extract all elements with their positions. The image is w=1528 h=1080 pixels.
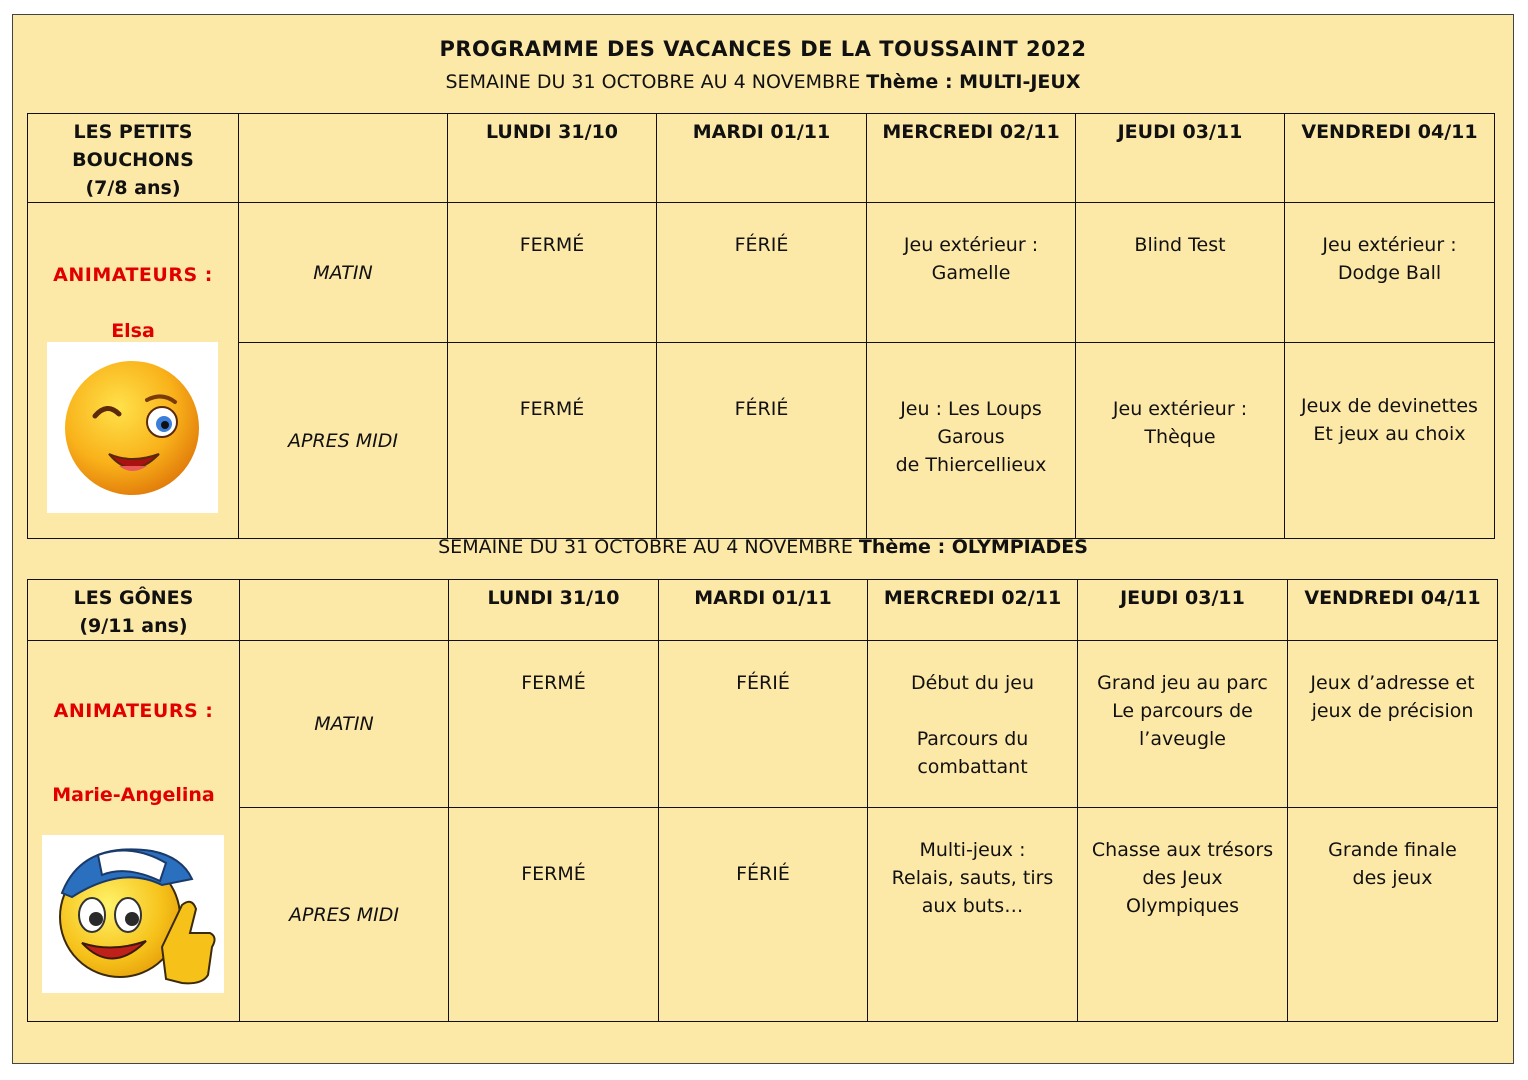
activity-cell: FERMÉ — [449, 808, 659, 1022]
activity-cell: FÉRIÉ — [659, 808, 868, 1022]
group-label-cell: LES PETITS BOUCHONS (7/8 ans) — [28, 114, 239, 203]
activity-cell: Grande finale des jeux — [1288, 808, 1498, 1022]
activity-cell: Jeu extérieur : Thèque — [1076, 343, 1285, 539]
day-header: VENDREDI 04/11 — [1288, 580, 1498, 641]
day-header: JEUDI 03/11 — [1078, 580, 1288, 641]
activity-cell: Jeu extérieur : Gamelle — [867, 203, 1076, 343]
activity-cell: Multi-jeux : Relais, sauts, tirs aux buts… — [868, 808, 1078, 1022]
activity-cell: Début du jeu Parcours du combattant — [868, 641, 1078, 808]
week-1-theme: Thème : MULTI-JEUX — [866, 71, 1081, 93]
activity-cell: Blind Test — [1076, 203, 1285, 343]
activity-cell: FERMÉ — [448, 203, 657, 343]
activity-cell: FÉRIÉ — [659, 641, 868, 808]
day-header: MARDI 01/11 — [657, 114, 867, 203]
activity-cell: FÉRIÉ — [657, 203, 867, 343]
activity-cell: Jeu : Les Loups Garous de Thiercellieux — [867, 343, 1076, 539]
week-1-subtitle — [13, 71, 1513, 93]
winking-smiley-icon — [47, 342, 218, 513]
slot-label: MATIN — [240, 641, 449, 808]
week-2-subtitle — [13, 536, 1513, 558]
group-label-cell: LES GÔNES (9/11 ans) — [28, 580, 240, 641]
empty-header-cell — [240, 580, 449, 641]
day-header: LUNDI 31/10 — [449, 580, 659, 641]
activity-cell: Grand jeu au parc Le parcours de l’aveugle — [1078, 641, 1288, 808]
day-header: LUNDI 31/10 — [448, 114, 657, 203]
activity-cell: Jeux d’adresse et jeux de précision — [1288, 641, 1498, 808]
activity-cell: FERMÉ — [449, 641, 659, 808]
program-page — [12, 14, 1514, 1064]
animateurs-label: ANIMATEURS : — [53, 264, 213, 286]
page-title: PROGRAMME DES VACANCES DE LA TOUSSAINT 2022 — [439, 37, 1087, 61]
day-header: MARDI 01/11 — [659, 580, 868, 641]
activity-cell: FÉRIÉ — [657, 343, 867, 539]
slot-label: MATIN — [239, 203, 448, 343]
week-1-table — [27, 113, 1495, 539]
activity-cell: FERMÉ — [448, 343, 657, 539]
animateurs-cell — [28, 641, 240, 1022]
animateur-name: Marie-Angelina — [52, 784, 215, 806]
slot-label: APRES MIDI — [240, 808, 449, 1022]
slot-label: APRES MIDI — [239, 343, 448, 539]
day-header: MERCREDI 02/11 — [867, 114, 1076, 203]
activity-cell: Chasse aux trésors des Jeux Olympiques — [1078, 808, 1288, 1022]
week-1-dates: SEMAINE DU 31 OCTOBRE AU 4 NOVEMBRE — [445, 71, 861, 93]
thumbs-up-cap-smiley-icon — [42, 835, 224, 993]
empty-header-cell — [239, 114, 448, 203]
activity-cell: Jeux de devinettes Et jeux au choix — [1285, 343, 1495, 539]
day-header: VENDREDI 04/11 — [1285, 114, 1495, 203]
week-2-table — [27, 579, 1498, 1022]
day-header: MERCREDI 02/11 — [868, 580, 1078, 641]
animateur-name: Elsa — [111, 320, 155, 342]
activity-cell: Jeu extérieur : Dodge Ball — [1285, 203, 1495, 343]
animateurs-cell — [28, 203, 239, 539]
week-2-theme: Thème : OLYMPIADES — [858, 536, 1088, 558]
day-header: JEUDI 03/11 — [1076, 114, 1285, 203]
animateurs-label: ANIMATEURS : — [53, 700, 214, 722]
week-2-dates: SEMAINE DU 31 OCTOBRE AU 4 NOVEMBRE — [438, 536, 853, 558]
